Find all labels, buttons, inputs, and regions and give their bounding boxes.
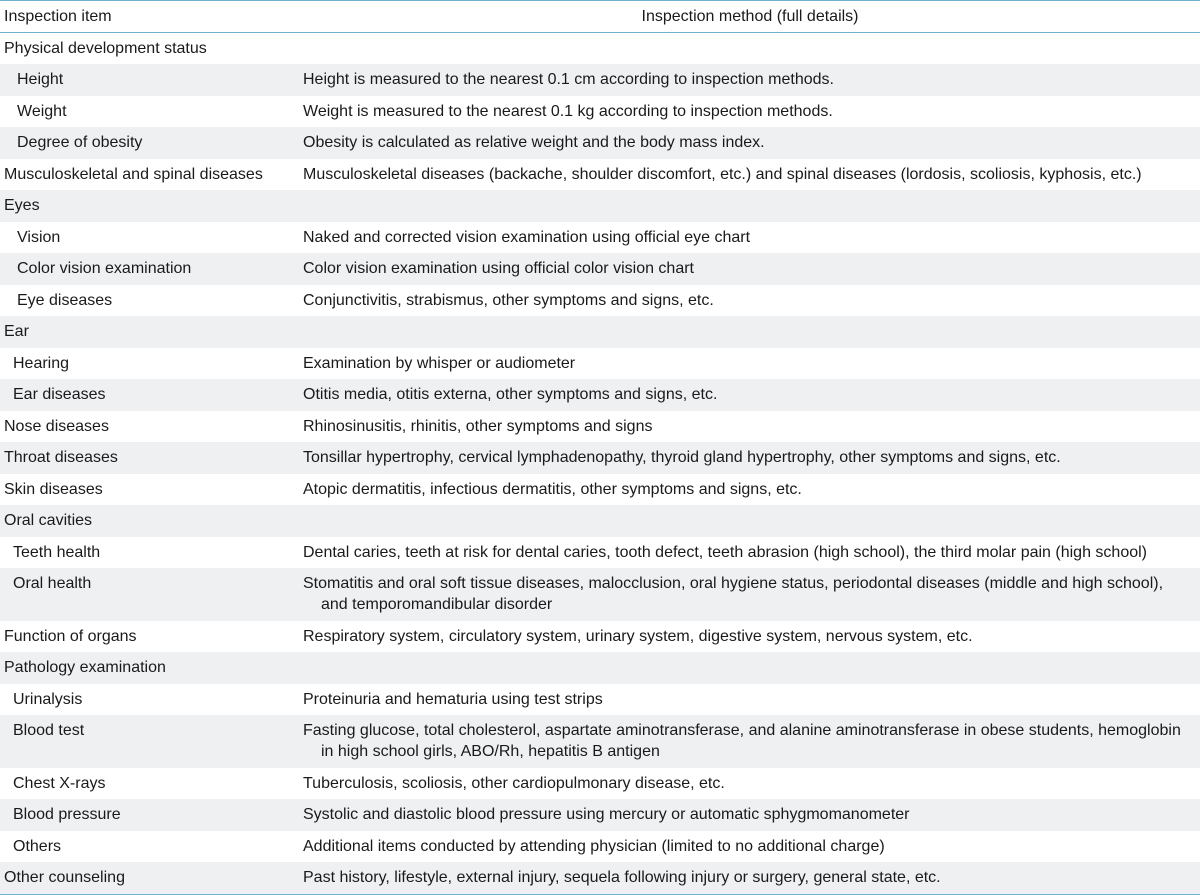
method-oral-health <box>300 568 1200 621</box>
method-blood-test <box>300 715 1200 768</box>
table-row-physical-development <box>0 33 1200 65</box>
item-blood-test: Blood test <box>0 715 300 768</box>
method-skin: Atopic dermatitis, infectious dermatitis, other symptoms and signs, etc. <box>303 480 802 498</box>
item-teeth-health: Teeth health <box>13 543 101 561</box>
item-other-counseling: Other counseling <box>0 862 300 894</box>
item-hearing: Hearing <box>13 354 70 372</box>
table-row-eye-diseases <box>0 285 1200 316</box>
method-ear <box>300 316 1200 347</box>
table-row-chest-xrays <box>0 768 1200 799</box>
table-row-eyes <box>0 190 1200 221</box>
method-pathology <box>300 652 1200 683</box>
table-row-other-counseling <box>0 862 1200 894</box>
header-inspection-method: Inspection method (full details) <box>300 1 1200 33</box>
table-row-musculoskeletal <box>0 159 1200 190</box>
item-vision: Vision <box>17 228 61 246</box>
item-ear-diseases: Ear diseases <box>0 379 300 410</box>
table-row-urinalysis <box>0 684 1200 715</box>
item-others: Others <box>13 837 62 855</box>
item-oral-health: Oral health <box>0 568 300 621</box>
item-urinalysis: Urinalysis <box>13 690 83 708</box>
method-hearing: Examination by whisper or audiometer <box>303 354 576 372</box>
method-height: Height is measured to the nearest 0.1 cm according to inspection methods. <box>300 64 1200 95</box>
table-row-vision <box>0 222 1200 253</box>
table-row-blood-test <box>0 715 1200 768</box>
table-row-color-vision <box>0 253 1200 284</box>
method-chest-xrays: Tuberculosis, scoliosis, other cardiopulmonary disease, etc. <box>303 774 725 792</box>
method-nose: Rhinosinusitis, rhinitis, other symptoms and signs <box>303 417 653 435</box>
item-throat: Throat diseases <box>0 442 300 473</box>
table-row-obesity <box>0 127 1200 158</box>
item-ear: Ear <box>0 316 300 347</box>
item-nose: Nose diseases <box>4 417 109 435</box>
table-row-nose <box>0 411 1200 442</box>
method-eyes <box>300 190 1200 221</box>
method-teeth-health: Dental caries, teeth at risk for dental caries, tooth defect, teeth abrasion (high school), the third molar pain (high school) <box>303 543 1147 561</box>
header-inspection-item: Inspection item <box>0 1 300 33</box>
item-chest-xrays: Chest X-rays <box>13 774 106 792</box>
method-physical-development <box>300 33 1200 65</box>
table-row-throat <box>0 442 1200 473</box>
item-eyes: Eyes <box>0 190 300 221</box>
method-blood-pressure: Systolic and diastolic blood pressure using mercury or automatic sphygmomanometer <box>300 799 1200 830</box>
method-oral-health-line1: Stomatitis and oral soft tissue diseases, malocclusion, oral hygiene status, periodontal diseases (middle and high school), <box>303 574 1164 592</box>
method-color-vision: Color vision examination using official color vision chart <box>300 253 1200 284</box>
method-other-counseling: Past history, lifestyle, external injury, sequela following injury or surgery, general state, etc. <box>300 862 1200 894</box>
table-row-ear <box>0 316 1200 347</box>
method-blood-test-line2: in high school girls, ABO/Rh, hepatitis B antigen <box>321 743 660 761</box>
table-row-oral-health <box>0 568 1200 621</box>
table-row-pathology <box>0 652 1200 683</box>
item-color-vision: Color vision examination <box>0 253 300 284</box>
method-oral-health-line2: and temporomandibular disorder <box>321 595 553 613</box>
table-row-blood-pressure <box>0 799 1200 830</box>
method-musculoskeletal: Musculoskeletal diseases (backache, shoulder discomfort, etc.) and spinal diseases (lordosis, scoliosis, kyphosis, etc.) <box>303 165 1142 183</box>
table-row-skin <box>0 474 1200 505</box>
header-row <box>0 1 1200 33</box>
item-pathology: Pathology examination <box>0 652 300 683</box>
item-weight: Weight <box>17 102 67 120</box>
table-row-others <box>0 831 1200 862</box>
item-height: Height <box>0 64 300 95</box>
table-row-teeth-health <box>0 537 1200 568</box>
method-urinalysis: Proteinuria and hematuria using test strips <box>303 690 603 708</box>
method-weight: Weight is measured to the nearest 0.1 kg according to inspection methods. <box>303 102 833 120</box>
table-row-height <box>0 64 1200 95</box>
method-obesity: Obesity is calculated as relative weight and the body mass index. <box>300 127 1200 158</box>
item-musculoskeletal: Musculoskeletal and spinal diseases <box>4 165 263 183</box>
method-eye-diseases: Conjunctivitis, strabismus, other symptoms and signs, etc. <box>303 291 714 309</box>
method-function-of-organs: Respiratory system, circulatory system, urinary system, digestive system, nervous system, etc. <box>303 627 973 645</box>
item-obesity: Degree of obesity <box>0 127 300 158</box>
item-physical-development: Physical development status <box>4 40 207 57</box>
item-oral-cavities: Oral cavities <box>0 505 300 536</box>
method-blood-test-line1: Fasting glucose, total cholesterol, aspartate aminotransferase, and alanine aminotransferase in obese students, hemoglobin <box>303 722 1181 740</box>
item-blood-pressure: Blood pressure <box>0 799 300 830</box>
table-row-function-of-organs <box>0 621 1200 652</box>
method-throat: Tonsillar hypertrophy, cervical lymphadenopathy, thyroid gland hypertrophy, other symptoms and signs, etc. <box>300 442 1200 473</box>
item-function-of-organs: Function of organs <box>4 627 137 645</box>
method-oral-cavities <box>300 505 1200 536</box>
method-others: Additional items conducted by attending physician (limited to no additional charge) <box>303 837 885 855</box>
table-row-weight <box>0 96 1200 127</box>
table-row-oral-cavities <box>0 505 1200 536</box>
table-row-ear-diseases <box>0 379 1200 410</box>
method-ear-diseases: Otitis media, otitis externa, other symptoms and signs, etc. <box>300 379 1200 410</box>
item-eye-diseases: Eye diseases <box>17 291 113 309</box>
method-vision: Naked and corrected vision examination using official eye chart <box>303 228 751 246</box>
item-skin: Skin diseases <box>4 480 103 498</box>
table-row-hearing <box>0 348 1200 379</box>
